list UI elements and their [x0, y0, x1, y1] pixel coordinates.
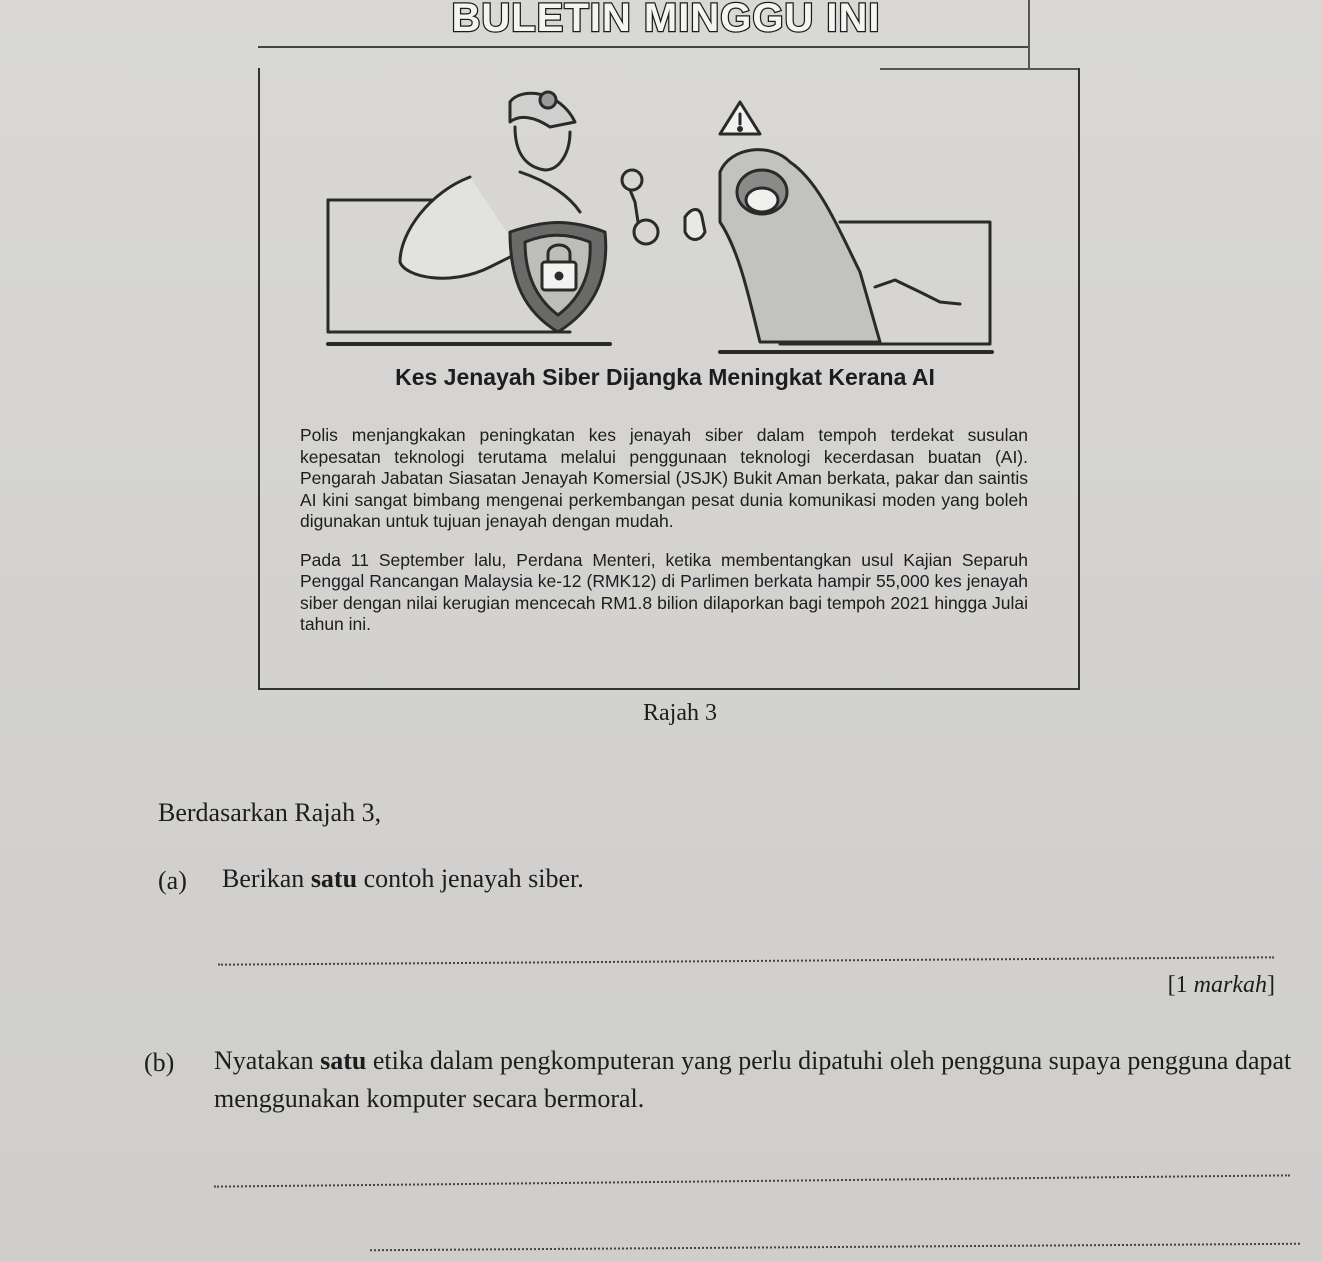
- marks-label: [1 markah]: [1167, 972, 1275, 998]
- shield-lock-icon: [510, 223, 606, 332]
- hacker-icon: [685, 150, 880, 342]
- article-paragraph: Pada 11 September lalu, Perdana Menteri, ketika membentangkan usul Kajian Separuh Penggal Rancangan Malaysia ke-12 (RMK12) di Parlimen berkata hampir 55,000 kes jenayah siber dengan nilai kerugian mencecah RM1.8 bilion dilaporkan bagi tempoh 2021 hingga Julai tahun ini.: [300, 549, 1028, 634]
- warning-icon: [720, 102, 760, 134]
- bulletin-header-rule: [258, 46, 1030, 48]
- cybercrime-illustration: [320, 82, 1000, 360]
- bulletin-header-edge: [1028, 0, 1030, 70]
- figure-caption: Rajah 3: [643, 700, 717, 726]
- question-lead: Berdasarkan Rajah 3,: [158, 798, 382, 827]
- article-paragraph: Polis menjangkakan peningkatan kes jenayah siber dalam tempoh terdekat susulan kepesatan teknologi terutama melalui penggunaan teknologi kecerdasan buatan (AI). Pengarah Jabatan Siasatan Jenayah Komersial (JSJK) Bukit Aman berkata, pakar dan saintis AI kini sangat bimbang mengenai perkembangan pesat dunia komunikasi moden yang boleh digunakan untuk tujuan jenayah dengan mudah.: [300, 425, 1028, 531]
- question-a-label: (a): [158, 866, 187, 895]
- bulletin-article: [300, 425, 1028, 653]
- bulletin-title: BULETIN MINGGU INI: [451, 0, 881, 40]
- bulletin-headline: Kes Jenayah Siber Dijangka Meningkat Kerana AI: [395, 364, 935, 390]
- question-b-label: (b): [144, 1048, 175, 1077]
- question-a-text: Berikan satu contoh jenayah siber.: [222, 864, 584, 893]
- question-b-text: Nyatakan satu etika dalam pengkomputeran yang perlu dipatuhi oleh pengguna supaya pengguna dapat menggunakan komputer secara bermoral.: [214, 1046, 1292, 1113]
- handcuffs-icon: [622, 170, 658, 244]
